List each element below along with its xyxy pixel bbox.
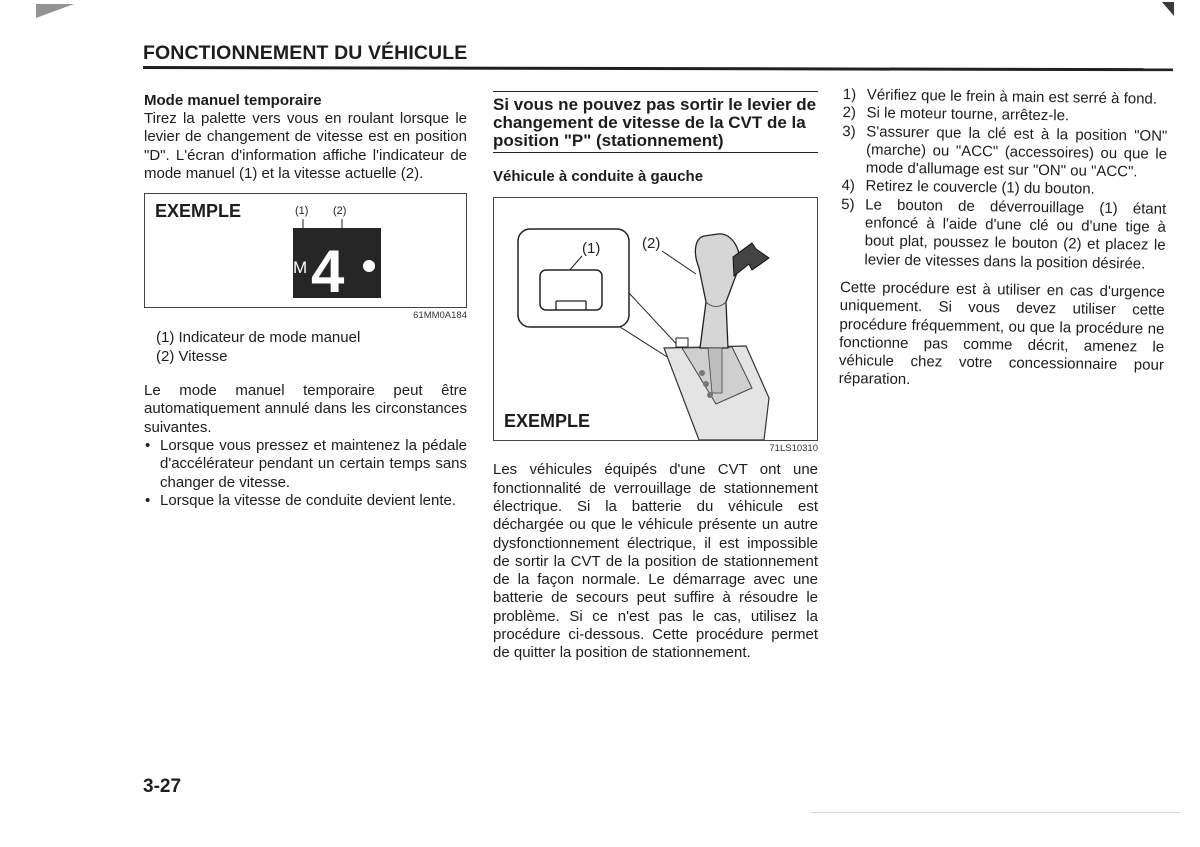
bottom-rule — [810, 812, 1180, 813]
step-number: 5) — [841, 195, 855, 213]
emergency-paragraph: Cette procédure est à utiliser en cas d'urgence uniquement. Si vous devez utiliser cette procédure fréquemment, ou que la procédure ne fonctionne pas comme décrit, amenez le véhicule chez votre concessionnaire pour réparation. — [838, 278, 1166, 389]
page-number: 3-27 — [143, 776, 182, 797]
cvt-paragraph: Les véhicules équipés d'une CVT ont une fonctionnalité de verrouillage de stationnement électrique. Si la batterie du véhicule est déchargée ou que le véhicule présente un autre dysfonctionnement électrique, il est impossible de sortir la CVT de la position de stationnement de la façon normale. Le démarrage avec une batterie de secours peut suffire à résoudre le problème. Si ce n'est pas le cas, utilisez la procédure ci-dessous. Cette procédure permet de quitter la position de stationnement. — [493, 461, 818, 662]
scan-corner-mark — [1162, 2, 1174, 16]
scan-corner-mark — [36, 4, 74, 18]
manual-indicator: M — [293, 258, 308, 278]
figure-code: 71LS10310 — [769, 443, 818, 455]
intro-paragraph: Tirez la palette vers vous en roulant lorsque le levier de changement de vitesse est en position "D". L'écran d'information affiche l'indicateur de mode manuel (1) et la vitesse actuelle (2). — [144, 110, 467, 182]
section-subtitle: Mode manuel temporaire — [144, 92, 322, 109]
bullet-mark: • — [145, 437, 151, 455]
example-label: EXEMPLE — [155, 201, 242, 222]
step-number: 2) — [842, 104, 857, 122]
procedure-steps — [840, 86, 1168, 274]
callout-2: (2) — [333, 205, 347, 218]
example-figure-shifter — [493, 197, 818, 441]
bullet-item — [144, 437, 467, 492]
step-item — [842, 123, 1168, 183]
cancel-paragraph: Le mode manuel temporaire peut être automatiquement annulé dans les circonstances suivantes. — [144, 382, 467, 436]
bullet-text: Lorsque la vitesse de conduite devient lente. — [160, 491, 457, 509]
step-number: 3) — [842, 122, 856, 140]
step-number: 1) — [842, 86, 857, 104]
column-shift-lock — [493, 91, 818, 663]
title-rule — [143, 66, 1173, 71]
bullet-item — [144, 492, 467, 510]
display-illustration — [145, 194, 466, 307]
push-arrow-icon — [733, 243, 769, 276]
figure-code: 61MM0A184 — [413, 310, 467, 322]
indicator-dot — [363, 260, 375, 272]
legend-item: (1) Indicateur de mode manuel — [156, 329, 361, 347]
section-subtitle: Véhicule à conduite à gauche — [493, 168, 704, 186]
column-procedure — [839, 86, 1168, 394]
column-manual-mode — [144, 92, 467, 510]
step-number: 4) — [841, 177, 855, 195]
example-label: EXEMPLE — [504, 411, 591, 432]
example-figure-display — [144, 193, 467, 308]
step-item — [840, 196, 1166, 274]
section-heading-box — [493, 91, 818, 153]
step-text: Retirez le couvercle (1) du bouton. — [865, 177, 1095, 199]
legend-item: (2) Vitesse — [156, 347, 228, 365]
step-text: Si le moteur tourne, arrêtez-le. — [866, 104, 1070, 125]
shifter-illustration — [494, 198, 817, 440]
figure-legend — [156, 329, 467, 366]
step-text: S'assurer que la clé est à la position "ON" (marche) ou "ACC" (accessoires) ou que le mode d'allumage est sur "ON" ou "ACC". — [865, 122, 1168, 181]
section-heading: Si vous ne pouvez pas sortir le levier de changement de vitesse de la CVT de la position "P" (stationnement) — [493, 95, 817, 150]
step-text: Vérifiez que le frein à main est serré à fond. — [866, 86, 1158, 108]
callout-2: (2) — [642, 235, 661, 253]
bullet-mark: • — [145, 491, 151, 509]
step-text: Le bouton de déverrouillage (1) étant enfoncé à l'aide d'une clé ou d'une tige à bout plat, poussez le bouton (2) et placez le levier de vitesses dans la position désirée. — [864, 196, 1167, 273]
cover-icon — [540, 270, 602, 310]
bullet-text: Lorsque vous pressez et maintenez la pédale d'accélérateur pendant un certain temps sans changer de vitesse. — [160, 437, 467, 491]
gear-digit: 4 — [311, 238, 345, 306]
callout-1: (1) — [582, 240, 601, 258]
shift-lever — [695, 234, 739, 348]
callout-1: (1) — [295, 205, 309, 218]
page-title: FONCTIONNEMENT DU VÉHICULE — [143, 42, 468, 64]
